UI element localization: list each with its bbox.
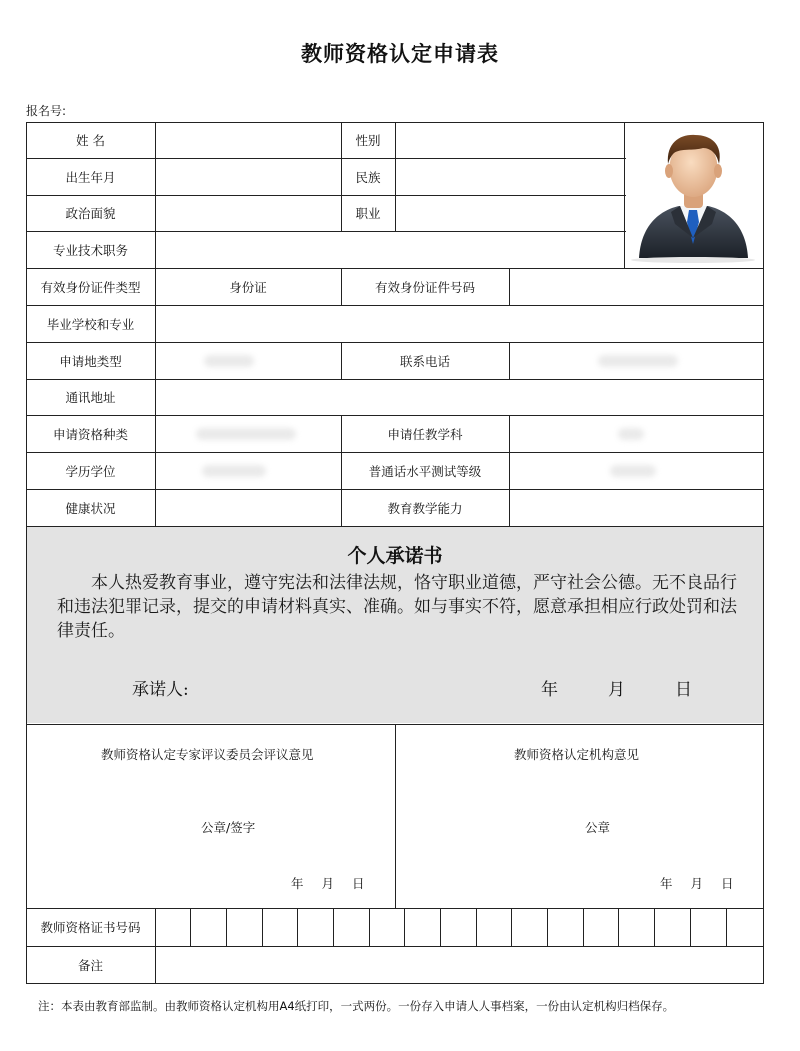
application-location-type-label: 申请地类型 <box>59 353 122 369</box>
gender-field[interactable] <box>396 123 624 158</box>
agency-seal-label: 公章 <box>585 820 611 835</box>
mailing-address-label: 通讯地址 <box>65 390 116 405</box>
redacted-value <box>610 465 656 477</box>
certificate-number-boxes[interactable] <box>156 909 763 946</box>
pledge-signer-label: 承诺人: <box>132 680 189 700</box>
education-degree-field[interactable] <box>156 453 341 489</box>
pledge-date <box>541 675 742 700</box>
name-field[interactable] <box>156 123 341 158</box>
agency-opinion-title: 教师资格认定机构意见 <box>514 747 640 762</box>
mandarin-level-field[interactable] <box>510 453 763 489</box>
id-type-value[interactable]: 身份证 <box>229 279 267 295</box>
occupation-field[interactable] <box>396 196 624 231</box>
professional-title-label: 专业技术职务 <box>52 242 128 258</box>
teaching-ability-label: 教育教学能力 <box>387 500 463 516</box>
phone-label: 联系电话 <box>399 353 450 369</box>
school-major-label: 毕业学校和专业 <box>46 316 135 332</box>
footnote: 注：本表由教育部监制。由教师资格认定机构用A4纸打印，一式两份。一份存入申请人人事档案，一份由认定机构归档保存。 <box>38 999 675 1013</box>
school-major-field[interactable] <box>156 306 763 342</box>
id-type-label: 有效身份证件类型 <box>40 279 141 295</box>
applicant-photo <box>627 126 760 265</box>
redacted-value <box>196 428 296 440</box>
pledge-body: 本人热爱教育事业，遵守宪法和法律法规，恪守职业道德，严守社会公德。无不良品行和违法犯罪记录，提交的申请材料真实、准确。如与事实不符，愿意承担相应行政处罚和法律责任。 <box>57 573 737 641</box>
birth-date-field[interactable] <box>156 159 341 195</box>
personal-pledge <box>27 527 763 723</box>
expert-opinion-title: 教师资格认定专家评议委员会评议意见 <box>101 747 314 762</box>
registration-number-label: 报名号: <box>26 104 67 118</box>
agency-year-label: 年 <box>660 876 673 891</box>
pledge-title: 个人承诺书 <box>347 545 443 567</box>
agency-month-label: 月 <box>690 876 704 891</box>
ethnicity-field[interactable] <box>396 159 624 195</box>
health-status-field[interactable] <box>156 490 341 526</box>
expert-opinion-date <box>291 874 383 892</box>
redacted-value <box>204 355 254 367</box>
political-status-label: 政治面貌 <box>65 206 116 221</box>
qualification-type-label: 申请资格种类 <box>52 426 128 442</box>
pledge-day-label: 日 <box>675 680 692 700</box>
mandarin-level-label: 普通话水平测试等级 <box>368 463 482 479</box>
id-number-field[interactable] <box>510 269 763 305</box>
agency-day-label: 日 <box>721 876 734 891</box>
phone-field[interactable] <box>510 343 763 379</box>
ethnicity-label: 民族 <box>355 169 381 185</box>
remarks-field[interactable] <box>156 947 763 984</box>
teaching-ability-field[interactable] <box>510 490 763 526</box>
education-degree-label: 学历学位 <box>65 463 116 479</box>
expert-year-label: 年 <box>291 876 304 891</box>
application-location-type-field[interactable] <box>156 343 341 379</box>
qualification-type-field[interactable] <box>156 416 341 452</box>
expert-seal-label: 公章/签字 <box>201 820 256 835</box>
name-label: 姓 名 <box>76 133 105 148</box>
mailing-address-field[interactable] <box>156 380 763 415</box>
birth-date-label: 出生年月 <box>65 169 116 185</box>
redacted-value <box>598 355 678 367</box>
expert-day-label: 日 <box>352 876 365 891</box>
id-number-label: 有效身份证件号码 <box>374 279 475 295</box>
redacted-value <box>618 428 644 440</box>
pledge-year-label: 年 <box>541 680 558 700</box>
redacted-value <box>202 465 266 477</box>
teaching-subject-label: 申请任教学科 <box>387 426 463 442</box>
gender-label: 性别 <box>355 133 381 148</box>
expert-month-label: 月 <box>321 876 335 891</box>
occupation-label: 职业 <box>355 206 381 221</box>
health-status-label: 健康状况 <box>65 500 116 516</box>
agency-opinion-date <box>660 874 752 892</box>
person-avatar-icon <box>627 126 760 265</box>
pledge-month-label: 月 <box>608 680 625 700</box>
professional-title-field[interactable] <box>156 232 624 268</box>
political-status-field[interactable] <box>156 196 341 231</box>
remarks-label: 备注 <box>77 958 103 973</box>
certificate-number-label: 教师资格证书号码 <box>40 920 141 935</box>
teaching-subject-field[interactable] <box>510 416 763 452</box>
form-title: 教师资格认定申请表 <box>301 42 499 66</box>
